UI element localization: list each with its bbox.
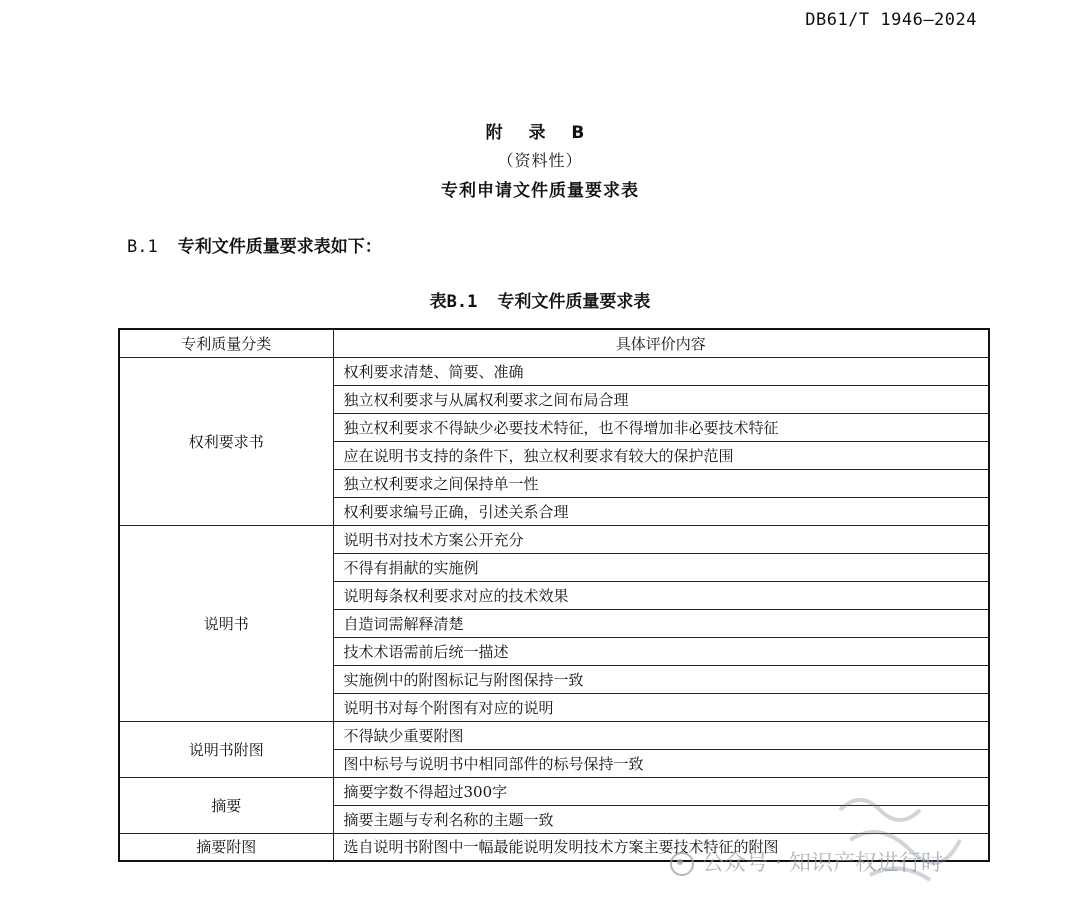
document-number: DB61/T 1946—2024 — [805, 10, 977, 30]
criteria-cell: 说明书对每个附图有对应的说明 — [333, 693, 989, 721]
table-row — [119, 777, 989, 805]
category-cell: 说明书 — [119, 525, 333, 721]
category-cell: 说明书附图 — [119, 721, 333, 777]
criteria-cell: 独立权利要求之间保持单一性 — [333, 469, 989, 497]
table-row — [119, 357, 989, 385]
table-row — [119, 525, 989, 553]
table-body — [119, 357, 989, 861]
section-text: 专利文件质量要求表如下： — [177, 237, 382, 257]
criteria-cell: 图中标号与说明书中相同部件的标号保持一致 — [333, 749, 989, 777]
table-caption-number: 表B.1 — [429, 292, 478, 312]
criteria-cell: 不得有捐献的实施例 — [333, 553, 989, 581]
appendix-nature: （资料性） — [497, 151, 583, 170]
appendix-label: 附 录 B — [485, 123, 595, 143]
table-row — [119, 721, 989, 749]
criteria-cell: 权利要求清楚、简要、准确 — [333, 357, 989, 385]
criteria-cell: 权利要求编号正确，引述关系合理 — [333, 497, 989, 525]
category-cell: 权利要求书 — [119, 357, 333, 525]
table-caption — [0, 287, 1080, 312]
section-heading — [127, 232, 382, 257]
quality-requirements-table — [118, 328, 990, 862]
criteria-cell: 自造词需解释清楚 — [333, 609, 989, 637]
criteria-cell: 选自说明书附图中一幅最能说明发明技术方案主要技术特征的附图 — [333, 833, 989, 861]
category-cell: 摘要附图 — [119, 833, 333, 861]
criteria-cell: 实施例中的附图标记与附图保持一致 — [333, 665, 989, 693]
header-criteria: 具体评价内容 — [333, 329, 989, 357]
criteria-cell: 技术术语需前后统一描述 — [333, 637, 989, 665]
appendix-title: 专利申请文件质量要求表 — [441, 181, 639, 201]
criteria-cell: 应在说明书支持的条件下，独立权利要求有较大的保护范围 — [333, 441, 989, 469]
table-caption-text: 专利文件质量要求表 — [497, 292, 651, 312]
criteria-cell: 独立权利要求不得缺少必要技术特征，也不得增加非必要技术特征 — [333, 413, 989, 441]
criteria-cell: 摘要字数不得超过300字 — [333, 777, 989, 805]
header-category: 专利质量分类 — [119, 329, 333, 357]
criteria-cell: 独立权利要求与从属权利要求之间布局合理 — [333, 385, 989, 413]
criteria-cell: 不得缺少重要附图 — [333, 721, 989, 749]
section-number: B.1 — [127, 237, 158, 257]
category-cell: 摘要 — [119, 777, 333, 833]
criteria-cell: 说明每条权利要求对应的技术效果 — [333, 581, 989, 609]
table-row — [119, 833, 989, 861]
criteria-cell: 说明书对技术方案公开充分 — [333, 525, 989, 553]
table-header-row — [119, 329, 989, 357]
watermark-text: 公众号 · 知识产权进行时 — [702, 851, 943, 876]
criteria-cell: 摘要主题与专利名称的主题一致 — [333, 805, 989, 833]
